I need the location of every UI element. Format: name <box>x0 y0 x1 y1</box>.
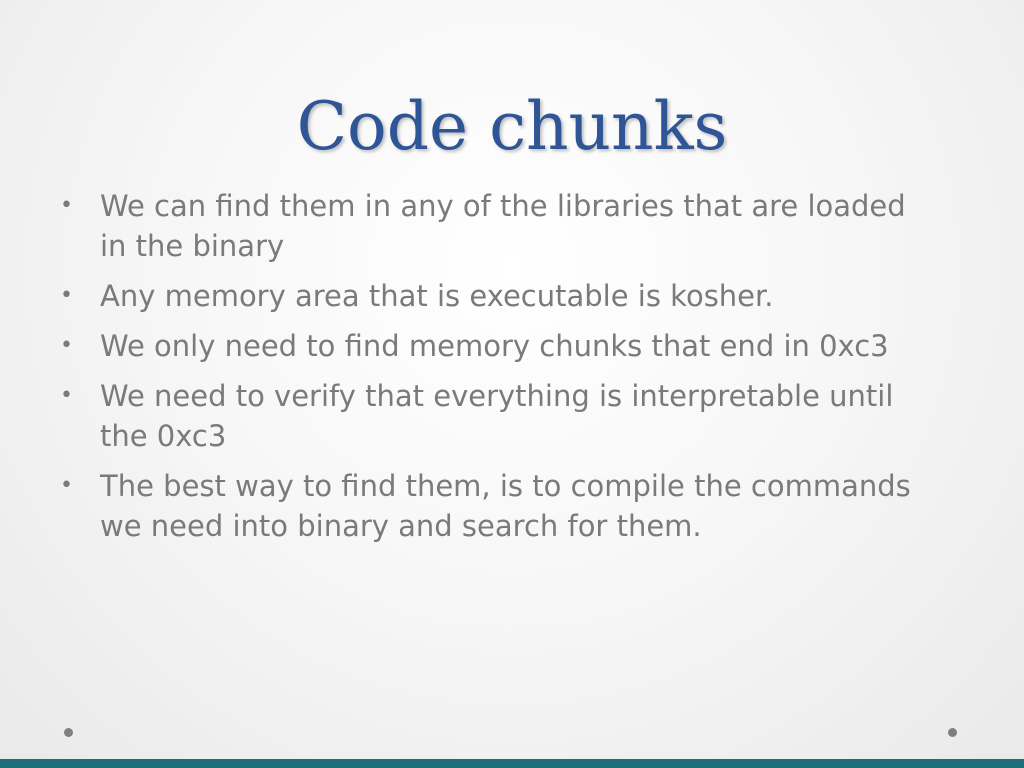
bullet-dot-icon: • <box>60 473 73 498</box>
bullet-dot-icon: • <box>60 383 73 408</box>
decorative-dot-right-icon <box>948 728 957 737</box>
bullet-text: Any memory area that is executable is kosher. <box>100 279 774 313</box>
bullet-item <box>56 376 936 456</box>
bullet-text: We need to verify that everything is interpretable until the 0xc3 <box>100 379 894 453</box>
bullet-item <box>56 466 936 546</box>
bullet-dot-icon: • <box>60 193 73 218</box>
bullet-list <box>56 186 936 556</box>
bullet-text: The best way to find them, is to compile the commands we need into binary and search for them. <box>100 469 911 543</box>
bottom-accent-bar <box>0 759 1024 768</box>
bullet-dot-icon: • <box>60 333 73 358</box>
bullet-text: We only need to find memory chunks that end in 0xc3 <box>100 329 889 363</box>
bullet-item <box>56 326 936 366</box>
bullet-item <box>56 186 936 266</box>
bullet-dot-icon: • <box>60 283 73 308</box>
bullet-item <box>56 276 936 316</box>
bullet-text: We can find them in any of the libraries that are loaded in the binary <box>100 189 906 263</box>
decorative-dot-left-icon <box>64 728 73 737</box>
slide-title: Code chunks <box>296 88 728 165</box>
